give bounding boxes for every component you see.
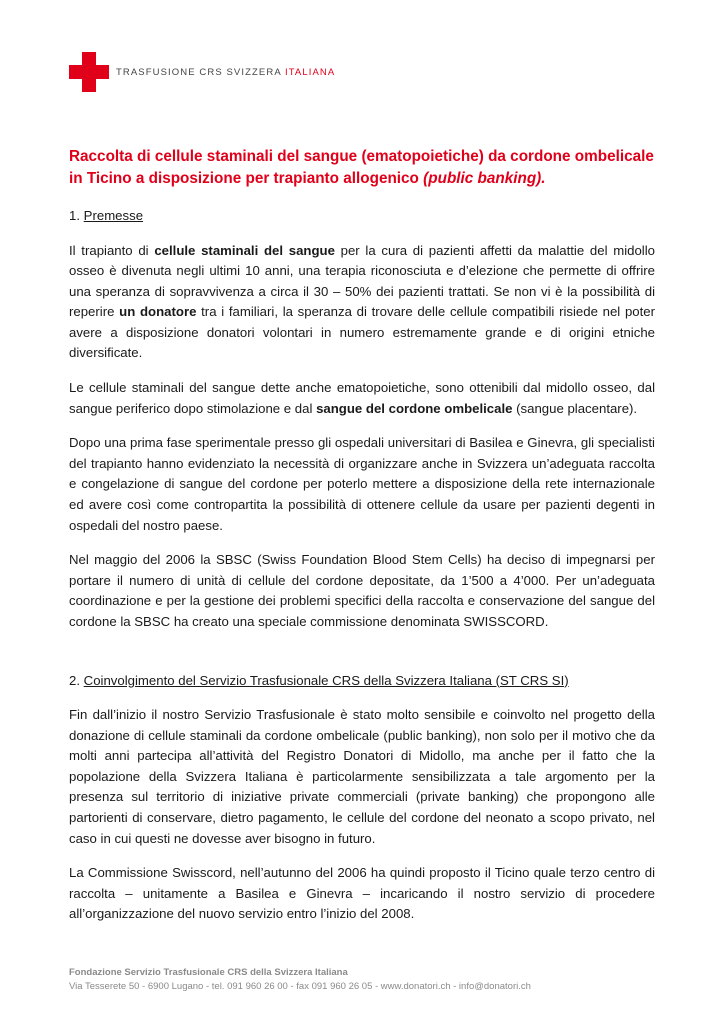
section-2-heading: 2. Coinvolgimento del Servizio Trasfusionale CRS della Svizzera Italiana (ST CRS SI) <box>69 672 569 688</box>
document-title: Raccolta di cellule staminali del sangue (ematopoietiche) da cordone ombelicale in Ticino a disposizione per trapianto allogenico (public banking). <box>69 148 654 187</box>
paragraph: Fin dall’inizio il nostro Servizio Trasfusionale è stato molto sensibile e coinvolto nel progetto della donazione di cellule staminali da cordone ombelicale (public banking), non solo per il motivo che da molti anni partecipa all’attività del Registro Donatori di Midollo, ma anche per il fatto che la popolazione della Svizzera Italiana è particolarmente sensibilizzata a tale argomento per la presenza sul territorio di iniziative private commerciali (private banking) che propongono alle partorienti di conservare, dietro pagamento, le cellule del cordone del neonato a scopo privato, nel caso in cui questi ne dovesse aver bisogno in futuro. <box>69 707 655 846</box>
paragraph: Nel maggio del 2006 la SBSC (Swiss Foundation Blood Stem Cells) ha deciso di impegnarsi per portare il numero di unità di cellule del cordone depositate, da 1’500 a 4’000. Per un’adeguata coordinazione e per la gestione dei problemi specifici della raccolta e conservazione del sangue del cordone la SBSC ha creato una speciale commissione denominata SWISSCORD. <box>69 552 655 629</box>
section-1-heading: 1. Premesse <box>69 208 144 223</box>
paragraph: La Commissione Swisscord, nell’autunno del 2006 ha quindi proposto il Ticino quale terzo centro di raccolta – unitamente a Basilea e Ginevra – incaricando il nostro servizio di procedere all’organizzazione del nuovo servizio entro l’inizio del 2008. <box>69 865 655 922</box>
red-cross-logo <box>69 52 109 92</box>
page-footer <box>69 966 531 994</box>
footer-organization: Fondazione Servizio Trasfusionale CRS della Svizzera Italiana <box>69 967 348 978</box>
organization-name: TRASFUSIONE CRS SVIZZERA ITALIANA <box>116 67 336 78</box>
paragraph: Dopo una prima fase sperimentale presso gli ospedali universitari di Basilea e Ginevra, gli specialisti del trapianto hanno evidenziato la necessità di organizzare anche in Svizzera un’adeguata raccolta e congelazione di sangue del cordone per poterlo mettere a disposizione della rete internazionale ed avere così come contropartita la possibilità di ottenere cellule da usare per pazienti degenti in ospedali del nostro paese. <box>69 435 655 533</box>
paragraph: Le cellule staminali del sangue dette anche ematopoietiche, sono ottenibili dal midollo osseo, dal sangue periferico dopo stimolazione e dal sangue del cordone ombelicale (sangue placentare). <box>69 380 655 416</box>
paragraph: Il trapianto di cellule staminali del sangue per la cura di pazienti affetti da malattie del midollo osseo è divenuta negli ultimi 10 anni, una terapia riconosciuta e d’elezione che permette di offrire una speranza di sopravvivenza a circa il 30 – 50% dei pazienti trattati. Se non vi è la possibilità di reperire un donatore tra i familiari, la speranza di trovare delle cellule compatibili risiede nel poter avere a disposizione donatori volontari in numero estremamente grande e di origini etniche diversificate. <box>69 242 656 361</box>
footer-contact: Via Tesserete 50 - 6900 Lugano - tel. 091 960 26 00 - fax 091 960 26 05 - www.donatori.ch - info@donatori.ch <box>69 981 531 992</box>
document-body <box>69 146 655 939</box>
